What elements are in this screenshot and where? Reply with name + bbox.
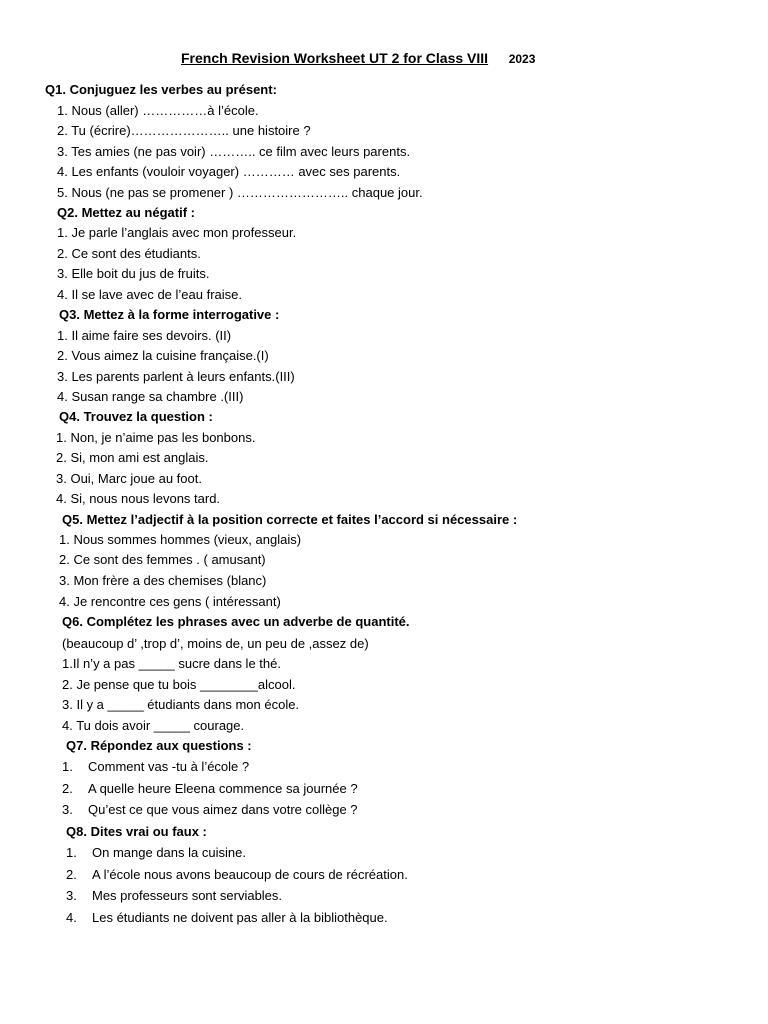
item-text: Les étudiants ne doivent pas aller à la bibliothèque. xyxy=(92,910,388,925)
q8-item xyxy=(66,845,246,861)
q5-item: 2. Ce sont des femmes . ( amusant) xyxy=(59,552,266,567)
item-text: Mes professeurs sont serviables. xyxy=(92,888,283,903)
q8-heading: Q8. Dites vrai ou faux : xyxy=(66,824,207,839)
q6-hint: (beaucoup d’ ,trop d’, moins de, un peu de ,assez de) xyxy=(62,636,369,651)
q7-item xyxy=(62,802,358,818)
q8-item xyxy=(66,867,408,883)
q8-item xyxy=(66,888,282,904)
q7-item xyxy=(62,759,249,775)
header xyxy=(181,50,535,66)
q6-item: 4. Tu dois avoir _____ courage. xyxy=(62,718,245,733)
item-text: A quelle heure Eleena commence sa journée ? xyxy=(88,781,358,796)
item-text: On mange dans la cuisine. xyxy=(92,845,246,860)
q5-item: 3. Mon frère a des chemises (blanc) xyxy=(59,573,267,588)
page-title: French Revision Worksheet UT 2 for Class VIII xyxy=(181,50,489,66)
q2-item: 2. Ce sont des étudiants. xyxy=(57,246,201,261)
q1-item: 2. Tu (écrire)………………….. une histoire ? xyxy=(57,123,311,138)
q6-item: 3. Il y a _____ étudiants dans mon école. xyxy=(62,697,300,712)
q6-item: 2. Je pense que tu bois ________alcool. xyxy=(62,677,296,692)
item-text: A l’école nous avons beaucoup de cours de récréation. xyxy=(92,867,408,882)
item-number: 4. xyxy=(66,910,77,925)
q4-heading: Q4. Trouvez la question : xyxy=(59,409,213,424)
q2-item: 3. Elle boit du jus de fruits. xyxy=(57,266,210,281)
q4-item: 1. Non, je n’aime pas les bonbons. xyxy=(56,430,256,445)
q4-item: 3. Oui, Marc joue au foot. xyxy=(56,471,202,486)
q1-heading: Q1. Conjuguez les verbes au présent: xyxy=(45,82,277,97)
q4-item: 2. Si, mon ami est anglais. xyxy=(56,450,209,465)
q6-item: 1.Il n’y a pas _____ sucre dans le thé. xyxy=(62,656,281,671)
q5-item: 4. Je rencontre ces gens ( intéressant) xyxy=(59,594,281,609)
item-number: 1. xyxy=(62,759,73,774)
q1-item: 3. Tes amies (ne pas voir) ……….. ce film avec leurs parents. xyxy=(57,144,411,159)
item-number: 3. xyxy=(62,802,73,817)
item-text: Qu’est ce que vous aimez dans votre collège ? xyxy=(88,802,358,817)
q7-item xyxy=(62,781,358,797)
q1-item: 5. Nous (ne pas se promener ) …………………….. chaque jour. xyxy=(57,185,423,200)
q2-item: 4. Il se lave avec de l’eau fraise. xyxy=(57,287,242,302)
q8-item xyxy=(66,910,388,926)
item-text: Comment vas -tu à l’école ? xyxy=(88,759,250,774)
q3-heading: Q3. Mettez à la forme interrogative : xyxy=(59,307,280,322)
q1-item: 1. Nous (aller) ……………à l’école. xyxy=(57,103,259,118)
q7-heading: Q7. Répondez aux questions : xyxy=(66,738,252,753)
q5-heading: Q5. Mettez l’adjectif à la position correcte et faites l’accord si nécessaire : xyxy=(62,512,518,527)
item-number: 2. xyxy=(66,867,77,882)
q3-item: 3. Les parents parlent à leurs enfants.(III) xyxy=(57,369,295,384)
q2-heading: Q2. Mettez au négatif : xyxy=(57,205,195,220)
q4-item: 4. Si, nous nous levons tard. xyxy=(56,491,221,506)
q3-item: 4. Susan range sa chambre .(III) xyxy=(57,389,244,404)
q5-item: 1. Nous sommes hommes (vieux, anglais) xyxy=(59,532,302,547)
item-number: 1. xyxy=(66,845,77,860)
q3-item: 2. Vous aimez la cuisine française.(I) xyxy=(57,348,269,363)
q6-heading: Q6. Complétez les phrases avec un adverbe de quantité. xyxy=(62,614,410,629)
q2-item: 1. Je parle l’anglais avec mon professeur. xyxy=(57,225,297,240)
year-label: 2023 xyxy=(508,52,536,66)
item-number: 3. xyxy=(66,888,77,903)
item-number: 2. xyxy=(62,781,73,796)
q1-item: 4. Les enfants (vouloir voyager) ………… avec ses parents. xyxy=(57,164,401,179)
q3-item: 1. Il aime faire ses devoirs. (II) xyxy=(57,328,232,343)
